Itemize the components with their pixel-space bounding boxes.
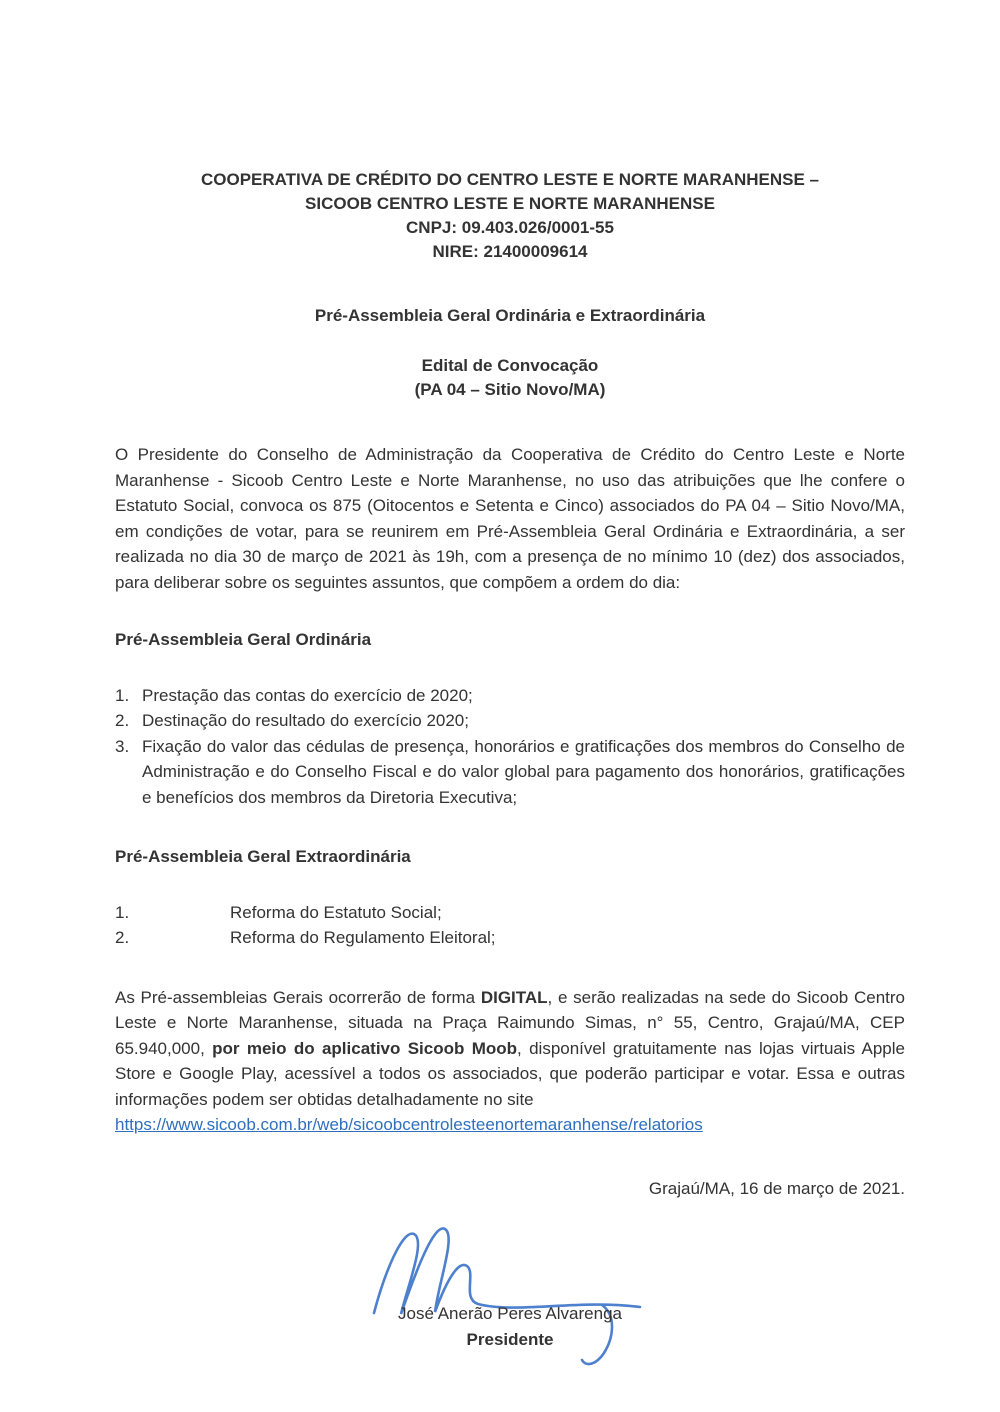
org-name-line2: SICOOB CENTRO LESTE E NORTE MARANHENSE bbox=[305, 194, 715, 214]
closing-text-3: , disponível gratuitamente nas lojas virtuais Apple Store e Google Play, acessível a todos os associados, que poderão participar e votar. Essa e outras informações podem ser obtidas detalhadamente no site bbox=[115, 1038, 905, 1109]
list-item bbox=[115, 683, 905, 709]
document-title: Pré-Assembleia Geral Ordinária e Extraordinária bbox=[314, 305, 706, 325]
edital-title-block bbox=[115, 354, 905, 402]
closing-text-2: , e serão realizadas na sede do Sicoob Centro Leste e Norte Maranhense, situada na Praça Raimundo Simas, n° 55, Centro, Grajaú/MA, CEP 65.940,000, bbox=[115, 987, 905, 1058]
list-item-text: Reforma do Regulamento Eleitoral; bbox=[230, 928, 496, 948]
list-item bbox=[115, 734, 905, 811]
document-header bbox=[115, 168, 905, 265]
cnpj-line: CNPJ: 09.403.026/0001-55 bbox=[406, 218, 614, 238]
list-item-number: 1. bbox=[115, 685, 130, 705]
list-ordinaria bbox=[115, 683, 905, 811]
closing-bold-moob: por meio do aplicativo Sicoob Moob bbox=[212, 1038, 518, 1058]
relatorios-link[interactable]: https://www.sicoob.com.br/web/sicoobcentrolesteenortemaranhense/relatorios bbox=[115, 1115, 703, 1135]
list-item-text: Prestação das contas do exercício de 2020; bbox=[142, 685, 473, 705]
signature-block bbox=[115, 1213, 905, 1352]
list-item-number: 2. bbox=[115, 928, 130, 948]
pa-subtitle: (PA 04 – Sitio Novo/MA) bbox=[414, 380, 606, 400]
list-item bbox=[115, 925, 905, 951]
intro-paragraph: O Presidente do Conselho de Administração da Cooperativa de Crédito do Centro Leste e Norte Maranhense - Sicoob Centro Leste e Norte Maranhense, no uso das atribuições que lhe confere o Estatuto Social, convoca os 875 (Oitocentos e Setenta e Cinco) associados do PA 04 – Sitio Novo/MA, em condições de votar, para se reunirem em Pré-Assembleia Geral Ordinária e Extraordinária, a ser realizada no dia 30 de março de 2021 às 19h, com a presença de no mínimo 10 (dez) dos associados, para deliberar sobre os seguintes assuntos, que compõem a ordem do dia: bbox=[115, 445, 905, 592]
list-item-number: 2. bbox=[115, 711, 130, 731]
org-name-line1: COOPERATIVA DE CRÉDITO DO CENTRO LESTE E NORTE MARANHENSE – bbox=[200, 170, 820, 189]
list-item-number: 3. bbox=[115, 736, 130, 756]
list-item-number: 1. bbox=[115, 902, 130, 922]
list-extraordinaria bbox=[115, 900, 905, 951]
list-item bbox=[115, 708, 905, 734]
closing-paragraph bbox=[115, 985, 905, 1113]
list-item-text: Destinação do resultado do exercício 2020; bbox=[142, 711, 469, 731]
dateline: Grajaú/MA, 16 de março de 2021. bbox=[648, 1178, 905, 1198]
closing-bold-digital: DIGITAL bbox=[480, 987, 548, 1007]
list-item-text: Reforma do Estatuto Social; bbox=[230, 902, 442, 922]
section-heading-ordinaria: Pré-Assembleia Geral Ordinária bbox=[115, 630, 372, 650]
section-heading-extraordinaria: Pré-Assembleia Geral Extraordinária bbox=[115, 847, 411, 867]
signer-title: Presidente bbox=[466, 1329, 554, 1349]
signer-name: José Anerão Peres Alvarenga bbox=[398, 1304, 622, 1324]
edital-title: Edital de Convocação bbox=[421, 356, 599, 375]
nire-line: NIRE: 21400009614 bbox=[432, 242, 588, 262]
link-line bbox=[115, 1112, 905, 1138]
list-item-text: Fixação do valor das cédulas de presença, honorários e gratificações dos membros do Conselho de Administração e do Conselho Fiscal e do valor global para pagamento dos honorários, gratificações e benefícios dos membros da Diretoria Executiva; bbox=[142, 736, 905, 807]
closing-text-1: As Pré-assembleias Gerais ocorrerão de forma bbox=[115, 987, 481, 1007]
list-item bbox=[115, 900, 905, 926]
